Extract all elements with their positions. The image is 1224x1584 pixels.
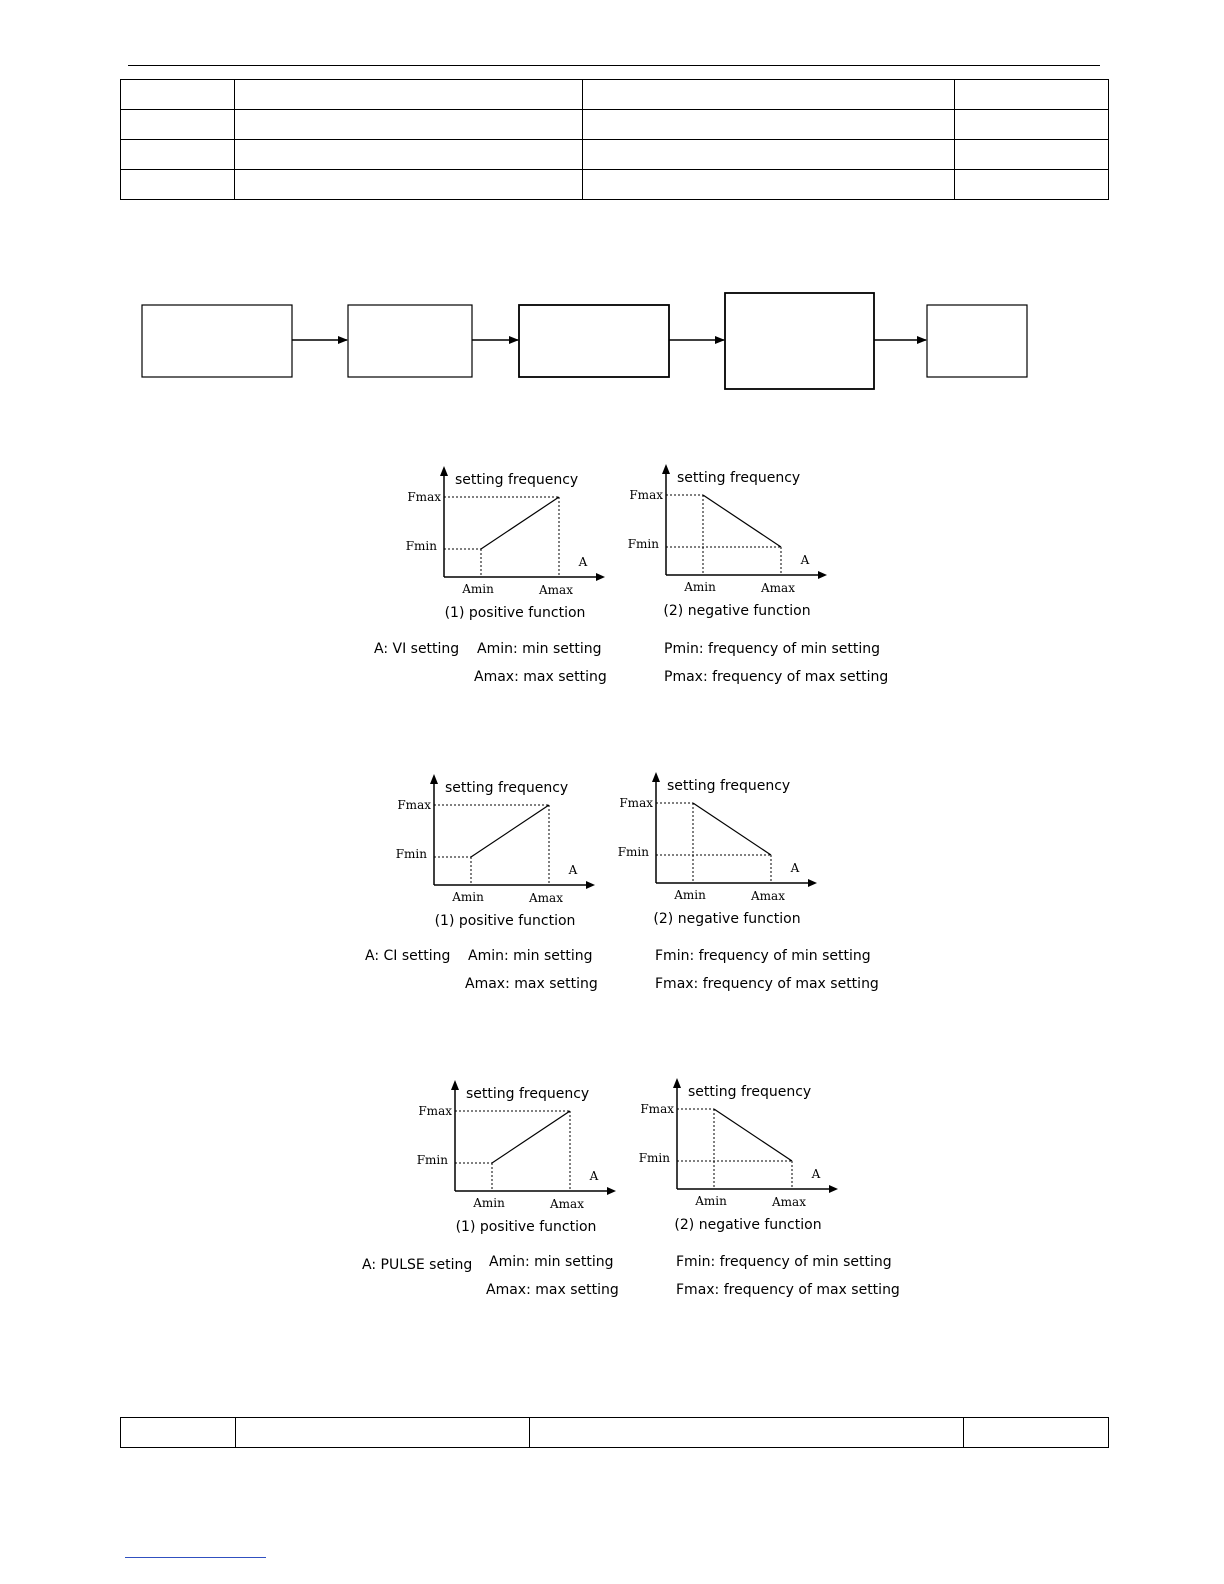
- table-cell: [121, 110, 235, 140]
- x-axis-arrow: [808, 879, 817, 887]
- function-line: [693, 803, 771, 855]
- legend-fmin: Pmin: frequency of min setting: [664, 641, 881, 657]
- amin-label: Amin: [452, 890, 484, 904]
- table-cell: [583, 80, 955, 110]
- table-cell: [235, 80, 583, 110]
- legend-a: A: CI setting: [365, 948, 451, 964]
- amax-label: Amax: [539, 583, 573, 597]
- table-cell: [236, 1418, 530, 1448]
- fmax-label: Fmax: [418, 1104, 452, 1118]
- y-axis-title: setting frequency: [667, 778, 791, 794]
- amax-label: Amax: [772, 1195, 806, 1209]
- table-cell: [583, 170, 955, 200]
- x-axis-label: A: [800, 553, 810, 567]
- table-cell: [121, 1418, 236, 1448]
- legend-amin: Amin: min setting: [489, 1254, 614, 1270]
- positive-function-caption: (1) positive function: [434, 913, 576, 929]
- table-cell: [583, 140, 955, 170]
- positive-function-plot: [411, 1076, 641, 1246]
- amax-label: Amax: [529, 891, 563, 905]
- fmax-label: Fmax: [619, 796, 653, 810]
- negative-function-caption: (2) negative function: [674, 1217, 822, 1233]
- legend-a: A: VI setting: [374, 641, 460, 657]
- x-axis-arrow: [607, 1187, 616, 1195]
- y-axis-title: setting frequency: [466, 1086, 590, 1102]
- legend-amax: Amax: max setting: [486, 1282, 619, 1298]
- y-axis-arrow: [662, 464, 670, 474]
- amax-label: Amax: [761, 581, 795, 595]
- y-axis-title: setting frequency: [688, 1084, 812, 1100]
- table-cell: [121, 80, 235, 110]
- amin-label: Amin: [684, 580, 716, 594]
- amin-label: Amin: [462, 582, 494, 596]
- flow-block-2: [348, 305, 472, 377]
- table-cell: [235, 140, 583, 170]
- y-axis-arrow: [451, 1080, 459, 1090]
- negative-function-plot: [622, 460, 852, 630]
- positive-function-caption: (1) positive function: [444, 605, 586, 621]
- table-cell: [121, 140, 235, 170]
- x-axis-label: A: [568, 863, 578, 877]
- table-cell: [235, 110, 583, 140]
- function-line: [714, 1109, 792, 1161]
- function-line: [492, 1111, 570, 1163]
- positive-function-plot: [400, 462, 630, 632]
- fmax-label: Fmax: [640, 1102, 674, 1116]
- legend-fmax: Fmax: frequency of max setting: [655, 976, 879, 992]
- legend-fmax: Fmax: frequency of max setting: [676, 1282, 900, 1298]
- negative-function-plot: [612, 768, 842, 938]
- positive-function-caption: (1) positive function: [455, 1219, 597, 1235]
- x-axis-arrow: [596, 573, 605, 581]
- table-row: [121, 140, 1109, 170]
- negative-function-plot: [633, 1074, 863, 1244]
- legend-fmax: Pmax: frequency of max setting: [664, 669, 889, 685]
- y-axis-arrow: [673, 1078, 681, 1088]
- table-cell: [121, 170, 235, 200]
- function-line: [703, 495, 781, 547]
- y-axis-title: setting frequency: [455, 472, 579, 488]
- y-axis-arrow: [652, 772, 660, 782]
- fmax-label: Fmax: [397, 798, 431, 812]
- fmin-label: Fmin: [638, 1151, 670, 1165]
- function-line: [471, 805, 549, 857]
- x-axis-label: A: [811, 1167, 821, 1181]
- table-cell: [964, 1418, 1109, 1448]
- y-axis-arrow: [430, 774, 438, 784]
- y-axis-title: setting frequency: [445, 780, 569, 796]
- x-axis-arrow: [586, 881, 595, 889]
- amin-label: Amin: [695, 1194, 727, 1208]
- amax-label: Amax: [751, 889, 785, 903]
- fmin-label: Fmin: [416, 1153, 448, 1167]
- table-cell: [235, 170, 583, 200]
- negative-function-caption: (2) negative function: [663, 603, 811, 619]
- fmin-label: Fmin: [405, 539, 437, 553]
- fmin-label: Fmin: [395, 847, 427, 861]
- flow-block-3: [519, 305, 669, 377]
- legend-amin: Amin: min setting: [468, 948, 593, 964]
- y-axis-title: setting frequency: [677, 470, 801, 486]
- x-axis-label: A: [790, 861, 800, 875]
- amin-label: Amin: [674, 888, 706, 902]
- table-cell: [955, 170, 1109, 200]
- flow-block-4: [725, 293, 874, 389]
- table-cell: [955, 80, 1109, 110]
- table-row: [121, 80, 1109, 110]
- positive-function-plot: [390, 770, 620, 940]
- function-line: [481, 497, 559, 549]
- x-axis-label: A: [589, 1169, 599, 1183]
- amin-label: Amin: [473, 1196, 505, 1210]
- fmin-label: Fmin: [627, 537, 659, 551]
- flow-block-1: [142, 305, 292, 377]
- legend-a: A: PULSE seting: [362, 1257, 473, 1273]
- parameter-table-bottom: [120, 1417, 1109, 1448]
- amax-label: Amax: [550, 1197, 584, 1211]
- table-row: [121, 110, 1109, 140]
- fmax-label: Fmax: [407, 490, 441, 504]
- footer-link-underline[interactable]: [125, 1557, 266, 1558]
- y-axis-arrow: [440, 466, 448, 476]
- negative-function-caption: (2) negative function: [653, 911, 801, 927]
- flow-block-5: [927, 305, 1027, 377]
- fmax-label: Fmax: [629, 488, 663, 502]
- legend-fmin: Fmin: frequency of min setting: [676, 1254, 892, 1270]
- flow-diagram: [0, 0, 1224, 420]
- header-rule: [128, 65, 1100, 66]
- table-cell: [530, 1418, 964, 1448]
- table-cell: [955, 140, 1109, 170]
- table-cell: [955, 110, 1109, 140]
- legend-fmin: Fmin: frequency of min setting: [655, 948, 871, 964]
- parameter-table-top: [120, 79, 1109, 200]
- fmin-label: Fmin: [617, 845, 649, 859]
- table-cell: [583, 110, 955, 140]
- table-row: [121, 170, 1109, 200]
- table-row: [121, 1418, 1109, 1448]
- x-axis-arrow: [829, 1185, 838, 1193]
- x-axis-label: A: [578, 555, 588, 569]
- legend-amin: Amin: min setting: [477, 641, 602, 657]
- x-axis-arrow: [818, 571, 827, 579]
- legend-amax: Amax: max setting: [465, 976, 598, 992]
- legend-amax: Amax: max setting: [474, 669, 607, 685]
